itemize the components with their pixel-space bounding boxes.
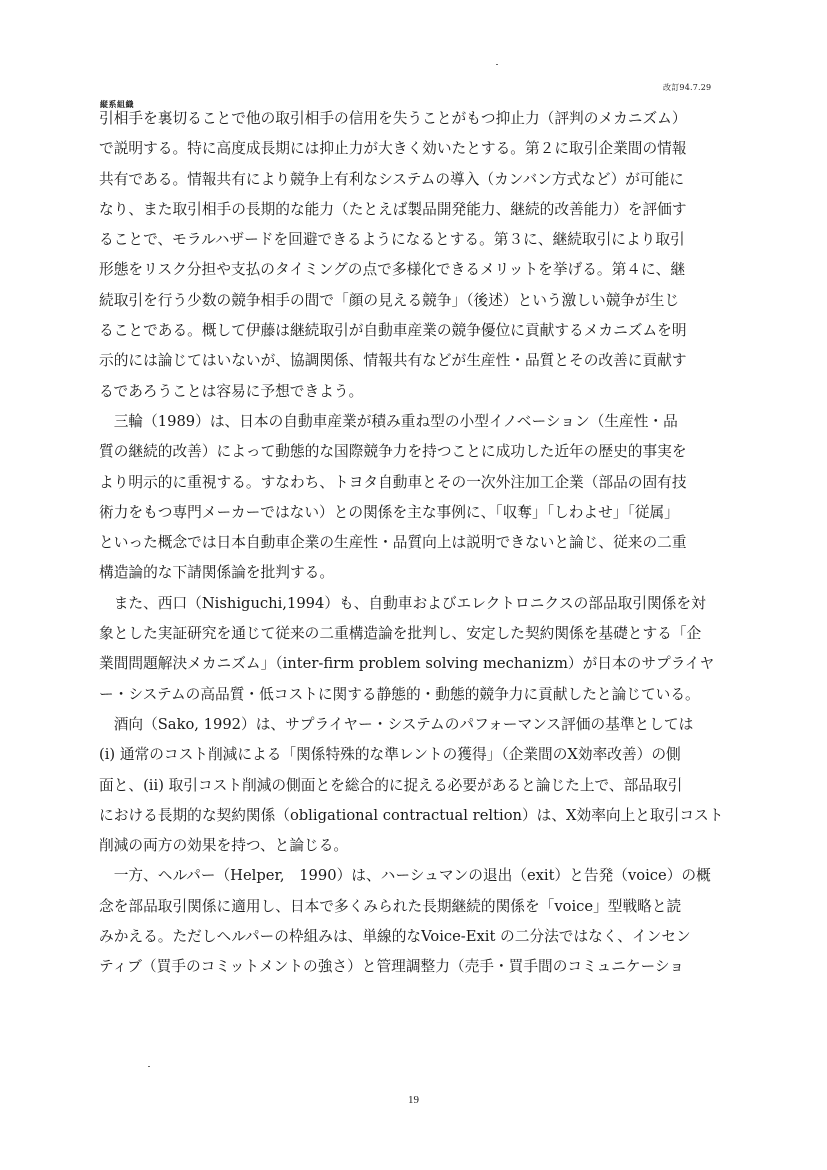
scan-speck [148, 1066, 150, 1067]
text-line: (i) 通常のコスト削減による「関係特殊的な準レントの獲得」（企業間のX効率改善）の側 [99, 746, 681, 764]
text-line: ることで、モラルハザードを回避できるようになるとする。第３に、継続取引により取引 [99, 231, 685, 249]
text-line: なり、また取引相手の長期的な能力（たとえば製品開発能力、継続的改善能力）を評価す [99, 200, 687, 218]
text-line: ることである。概して伊藤は継続取引が自動車産業の競争優位に貢献するメカニズムを明 [99, 322, 687, 340]
text-line: 共有である。情報共有により競争上有利なシステムの導入（カンバン方式など）が可能に [99, 170, 685, 188]
page-number: 19 [408, 1094, 419, 1106]
text-line: ティブ（買手のコミットメントの強さ）と管理調整力（売手・買手間のコミュニケーショ [99, 958, 685, 976]
text-line: るであろうことは容易に予想できよう。 [99, 382, 364, 400]
text-line: 続取引を行う少数の競争相手の間で「顔の見える競争」（後述）という激しい競争が生じ [99, 291, 680, 309]
text-line: 一方、ヘルパー（Helper, 1990）は、ハーシュマンの退出（exit）と告発（voice）の概 [99, 867, 711, 885]
text-line: 術力をもつ専門メーカーではない）との関係を主な事例に、「収奪」「しわよせ」「従属」 [99, 503, 679, 521]
text-line: 酒向（Sako, 1992）は、サプライヤー・システムのパフォーマンス評価の基準としては [99, 715, 694, 733]
text-line: 引相手を裏切ることで他の取引相手の信用を失うことがもつ抑止力（評判のメカニズム） [99, 110, 687, 127]
text-line: 削減の両方の効果を持つ、と論じる。 [99, 837, 349, 855]
text-line: より明示的に重視する。すなわち、トヨタ自動車とその一次外注加工企業（部品の固有技 [99, 473, 687, 491]
text-line: みかえる。ただしヘルパーの枠組みは、単線的なVoice-Exit の二分法ではなく、インセン [99, 928, 691, 946]
text-line: 形態をリスク分担や支払のタイミングの点で多様化できるメリットを挙げる。第４に、継 [99, 261, 686, 279]
text-line: で説明する。特に高度成長期には抑止力が大きく効いたとする。第２に取引企業間の情報 [99, 140, 687, 158]
text-line: における長期的な契約関係（obligational contractual reltion）は、X効率向上と取引コスト [99, 806, 724, 824]
text-line: 示的には論じてはいないが、協調関係、情報共有などが生産性・品質とその改善に貢献す [99, 352, 687, 370]
text-line: 構造論的な下請関係論を批判する。 [99, 564, 335, 582]
text-line: ー・システムの高品質・低コストに関する静態的・動態的競争力に貢献したと論じている。 [99, 685, 700, 703]
text-line: 質の継続的改善）によって動態的な国際競争力を持つことに成功した近年の歴史的事実を [99, 443, 687, 461]
text-line: 念を部品取引関係に適用し、日本で多くみられた長期継続的関係を「voice」型戦略と読 [99, 897, 682, 915]
text-line: 象とした実証研究を通じて従来の二重構造論を批判し、安定した契約関係を基礎とする「企 [99, 625, 702, 643]
revision-date: 改訂94.7.29 [663, 83, 712, 92]
text-line: 三輪（1989）は、日本の自動車産業が積み重ね型の小型イノベーション（生産性・品 [99, 412, 678, 430]
scan-speck [496, 64, 498, 65]
text-line: 面と、(ii) 取引コスト削減の側面とを総合的に捉える必要があると論じた上で、部品取引 [99, 776, 683, 794]
running-header-left: 縦系組織 [100, 99, 134, 109]
text-line: 業間問題解決メカニズム」（inter-firm problem solving mechanizm）が日本のサプライヤ [99, 655, 715, 673]
text-line: といった概念では日本自動車企業の生産性・品質向上は説明できないと論じ、従来の二重 [99, 534, 687, 552]
body-text [99, 104, 785, 983]
text-line: また、西口（Nishiguchi,1994）も、自動車およびエレクトロニクスの部品取引関係を対 [99, 594, 706, 612]
